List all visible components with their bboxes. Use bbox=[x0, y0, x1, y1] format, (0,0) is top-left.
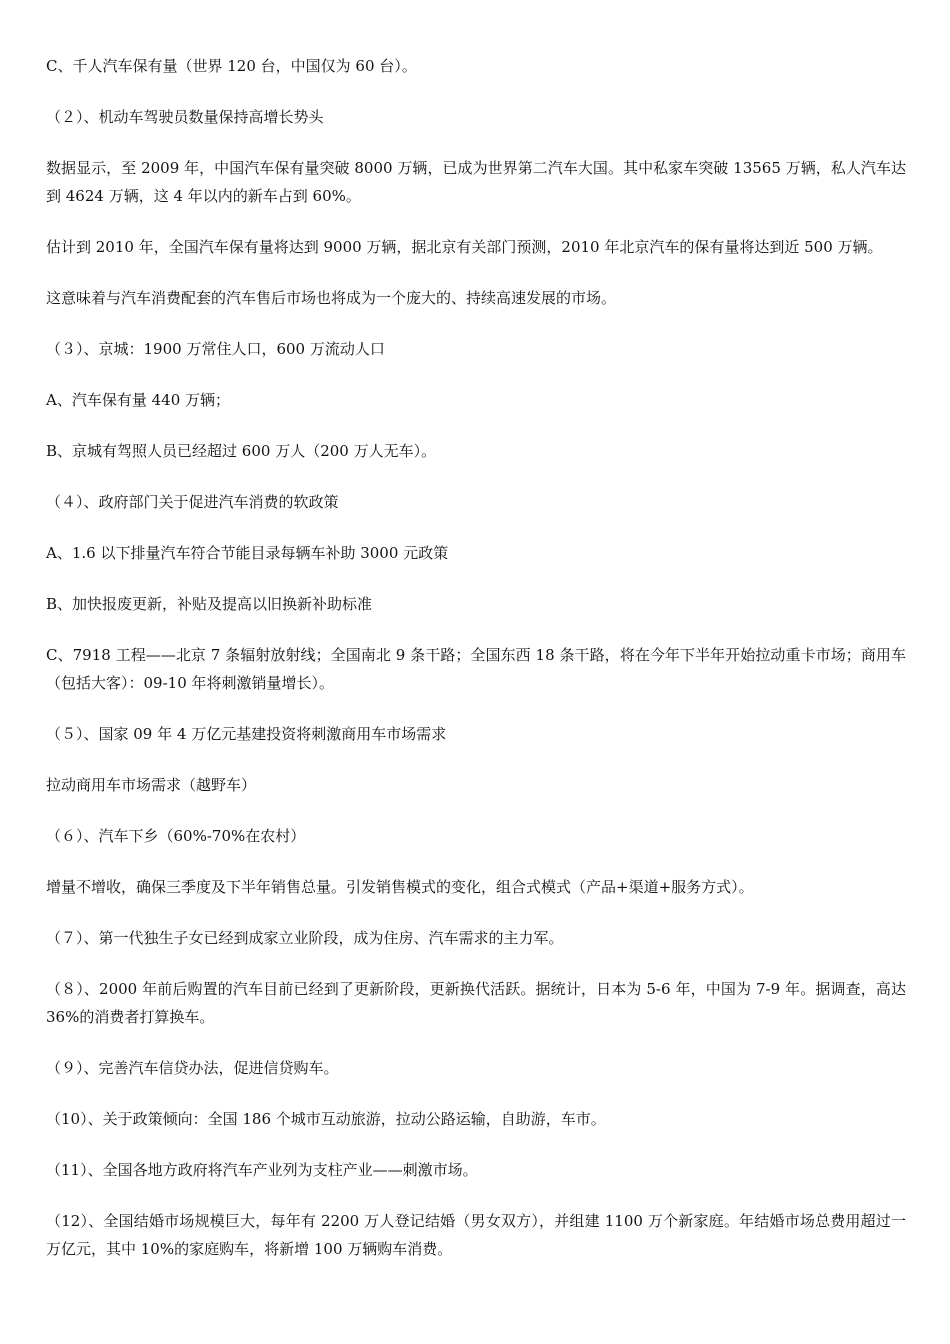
paragraph-policy-subsidy: A、1.6 以下排量汽车符合节能目录每辆车补助 3000 元政策 bbox=[46, 544, 449, 562]
paragraph-sales-model: 增量不增收，确保三季度及下半年销售总量。引发销售模式的变化，组合式模式（产品+渠道+服务方式）。 bbox=[46, 878, 754, 896]
heading-2-drivers-growth: （２）、机动车驾驶员数量保持高增长势头 bbox=[46, 108, 324, 126]
paragraph-policy-scrap: B、加快报废更新，补贴及提高以旧换新补助标准 bbox=[46, 595, 373, 613]
heading-12-marriage-market: （12）、全国结婚市场规模巨大，每年有 2200 万人登记结婚（男女双方），并组建 1100 万个新家庭。年结婚市场总费用超过一万亿元，其中 10%的家庭购车，将新增 100 万辆购车消费。 bbox=[46, 1212, 906, 1258]
paragraph-aftermarket: 这意味着与汽车消费配套的汽车售后市场也将成为一个庞大的、持续高速发展的市场。 bbox=[46, 289, 617, 307]
heading-11-pillar-industry: （11）、全国各地方政府将汽车产业列为支柱产业——刺激市场。 bbox=[46, 1161, 478, 1179]
document-body bbox=[46, 52, 906, 1286]
heading-3-beijing: （３）、京城：1900 万常住人口，600 万流动人口 bbox=[46, 340, 385, 358]
heading-6-rural: （６）、汽车下乡（60%-70%在农村） bbox=[46, 827, 306, 845]
heading-9-credit: （９）、完善汽车信贷办法，促进信贷购车。 bbox=[46, 1059, 339, 1077]
paragraph-beijing-licenses: B、京城有驾照人员已经超过 600 万人（200 万人无车）。 bbox=[46, 442, 437, 460]
heading-7-only-children: （７）、第一代独生子女已经到成家立业阶段，成为住房、汽车需求的主力军。 bbox=[46, 929, 564, 947]
heading-10-tourism: （10）、关于政策倾向：全国 186 个城市互动旅游，拉动公路运输，自助游，车市。 bbox=[46, 1110, 606, 1128]
heading-5-infrastructure: （５）、国家 09 年 4 万亿元基建投资将刺激商用车市场需求 bbox=[46, 725, 447, 743]
paragraph-policy-7918: C、7918 工程——北京 7 条辐射放射线；全国南北 9 条干路；全国东西 18 条干路，将在今年下半年开始拉动重卡市场；商用车（包括大客）：09-10 年将刺激销量增长）。 bbox=[46, 646, 906, 692]
paragraph-2009-data: 数据显示，至 2009 年，中国汽车保有量突破 8000 万辆，已成为世界第二汽车大国。其中私家车突破 13565 万辆，私人汽车达到 4624 万辆，这 4 年以内的新车占到 60%。 bbox=[46, 159, 906, 205]
paragraph-offroad-demand: 拉动商用车市场需求（越野车） bbox=[46, 776, 257, 794]
heading-8-replacement: （８）、2000 年前后购置的汽车目前已经到了更新阶段，更新换代活跃。据统计，日本为 5-6 年，中国为 7-9 年。据调查，高达 36%的消费者打算换车。 bbox=[46, 980, 906, 1026]
heading-4-policies: （４）、政府部门关于促进汽车消费的软政策 bbox=[46, 493, 339, 511]
paragraph-car-ownership-per-thousand: C、千人汽车保有量（世界 120 台，中国仅为 60 台）。 bbox=[46, 57, 417, 75]
paragraph-2010-estimate: 估计到 2010 年，全国汽车保有量将达到 9000 万辆，据北京有关部门预测，2010 年北京汽车的保有量将达到近 500 万辆。 bbox=[46, 238, 883, 256]
paragraph-beijing-ownership: A、汽车保有量 440 万辆； bbox=[46, 391, 230, 409]
